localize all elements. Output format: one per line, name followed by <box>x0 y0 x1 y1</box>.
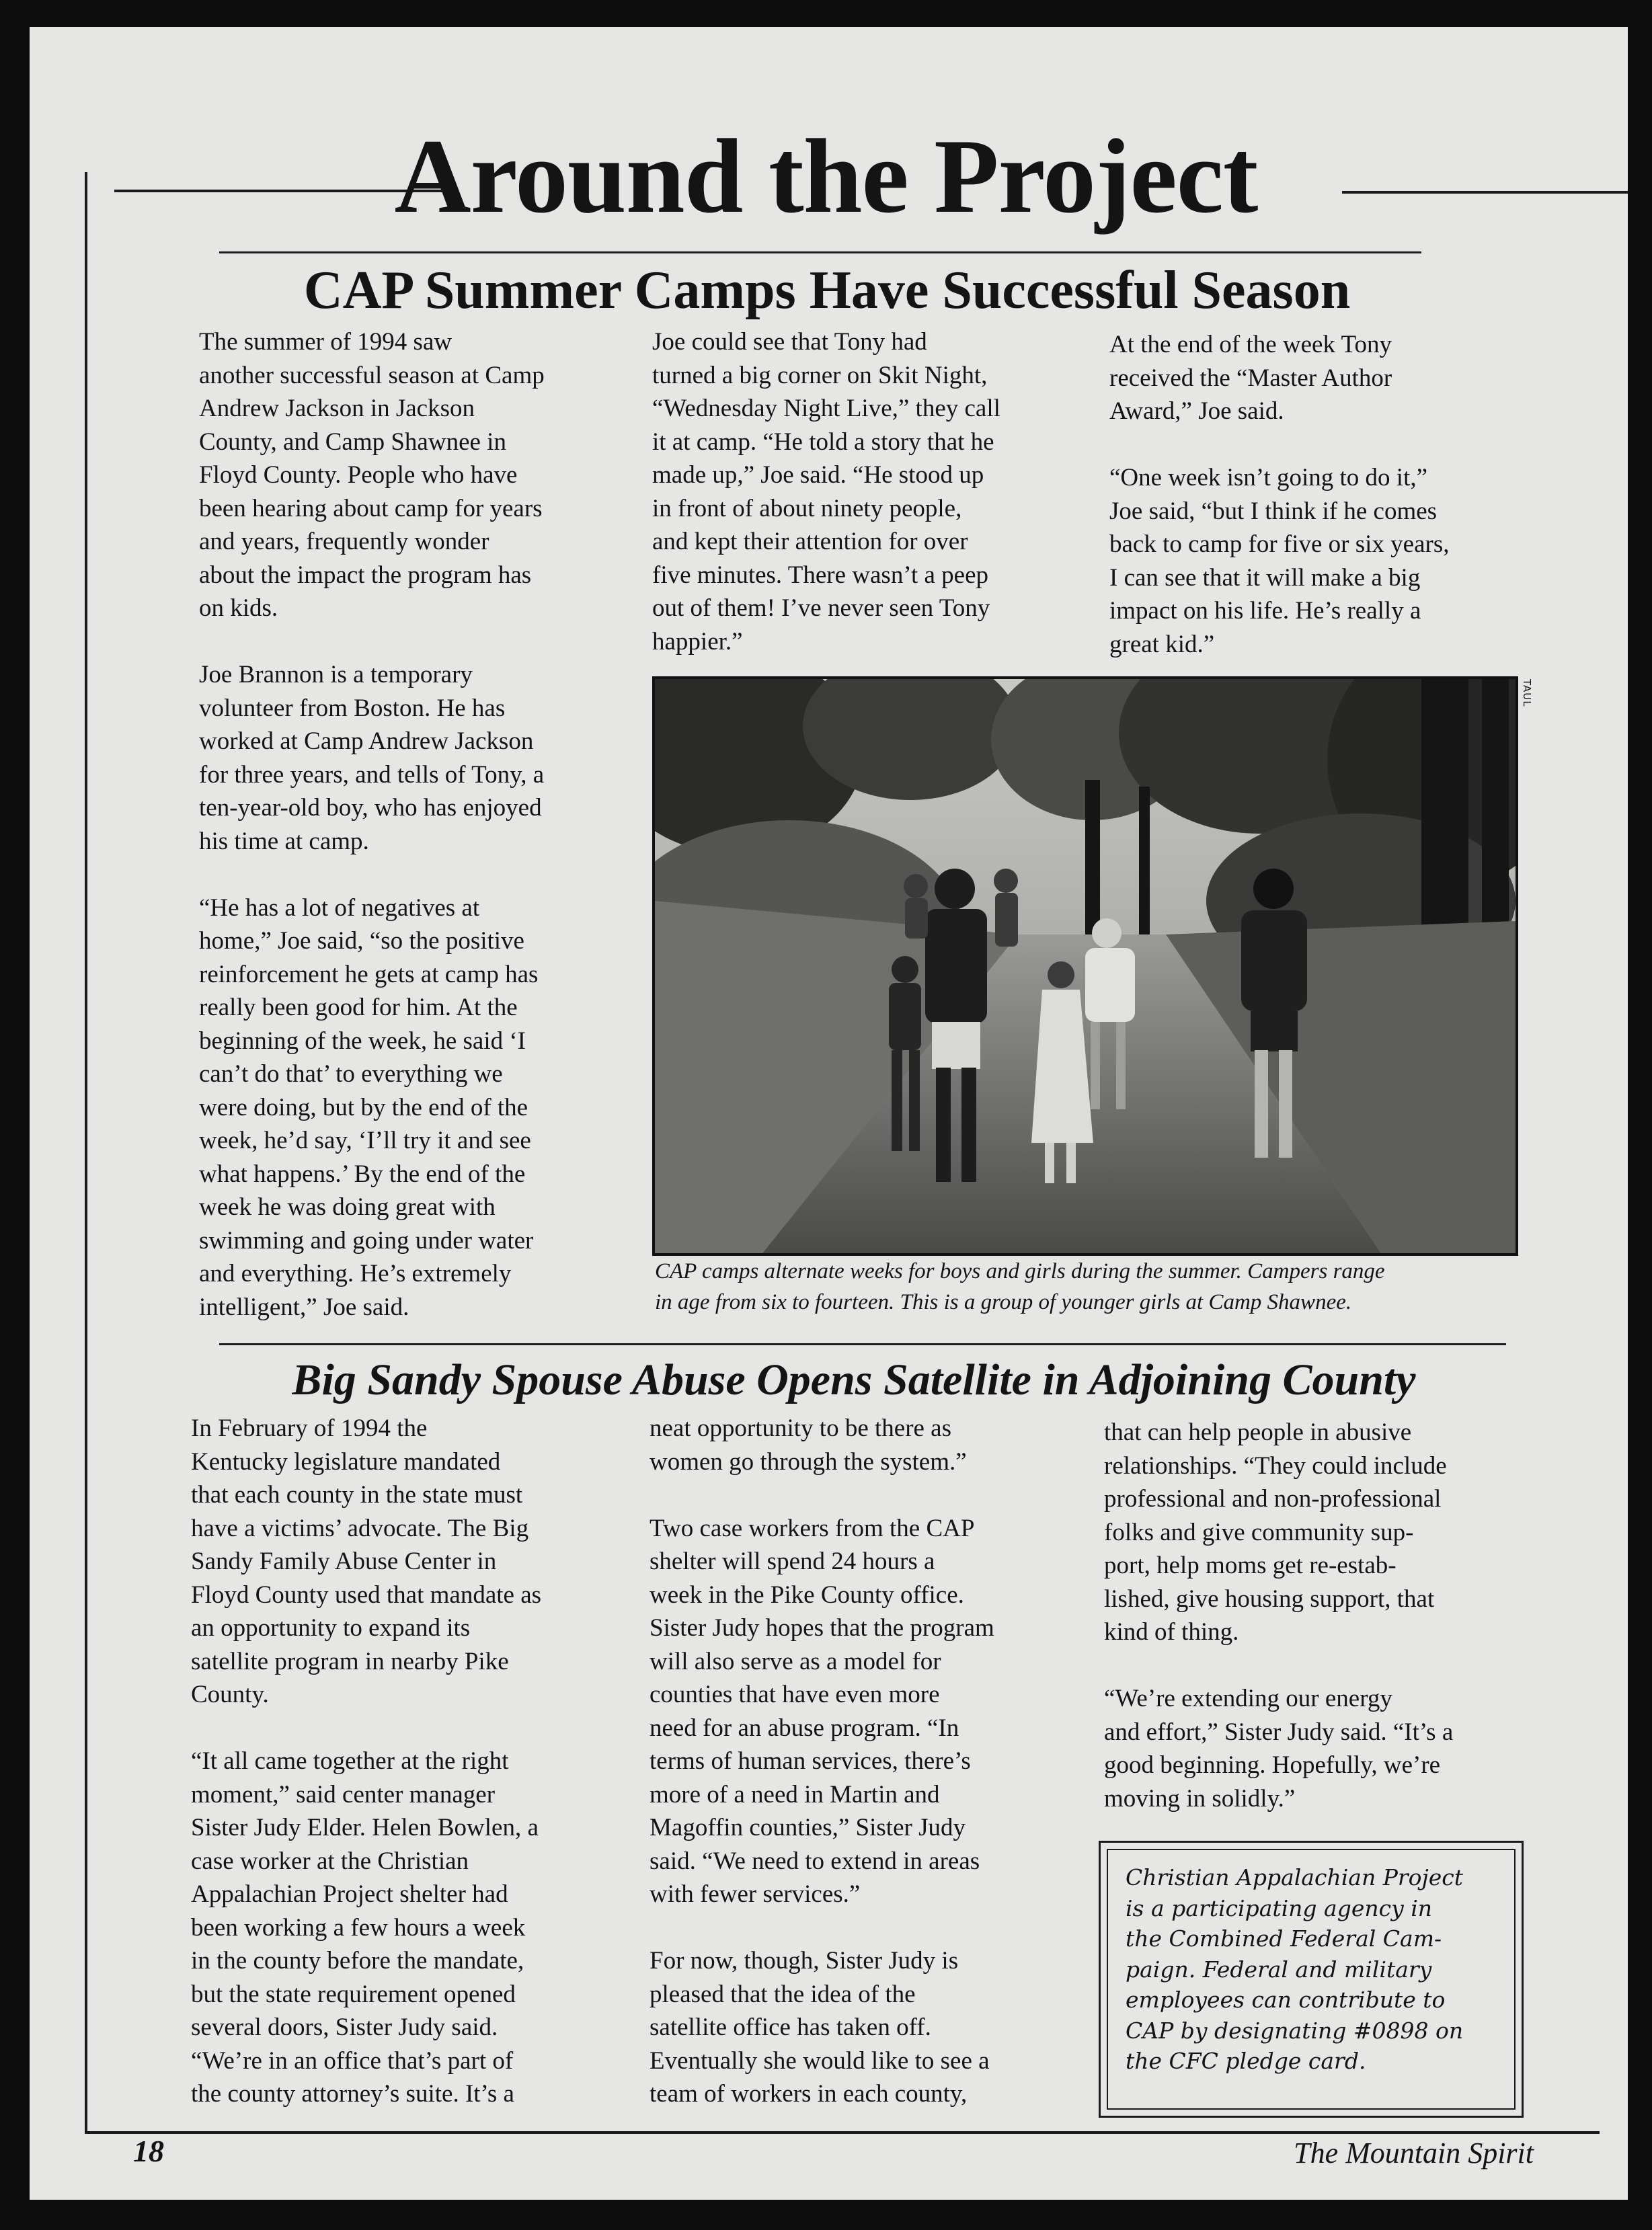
story2-headline: Big Sandy Spouse Abuse Opens Satellite in Adjoining County <box>292 1355 1416 1404</box>
story1-column-3: At the end of the week Tony received the “Master Author Award,” Joe said. “One week isn’t going to do it,” Joe said, “but I think if he comes back to camp for five or six years, I can see that it will make a big impact on his life. He’s really a great kid.” <box>1109 331 1450 658</box>
cfc-sidebar-text: Christian Appalachian Project is a participating agency in the Combined Federal Cam- paign. Federal and military employees can contribute to CAP by designating #0898 on the CFC pledge card. <box>1107 1849 1516 2110</box>
page-title: Around the Project <box>394 118 1258 235</box>
story1-headline: CAP Summer Camps Have Successful Season <box>303 261 1351 320</box>
page-number: 18 <box>133 2134 164 2168</box>
story2-rule <box>219 1343 1506 1345</box>
story1-column-1: The summer of 1994 saw another successful season at Camp Andrew Jackson in Jackson County, and Camp Shawnee in Floyd County. People who have been hearing about camp for years and years, frequently wonder about the impact the program has on kids. Joe Brannon is a temporary volunteer from Boston. He has worked at Camp Andrew Jackson for three years, and tells of Tony, a ten-year-old boy, who has enjoyed his time at camp. “He has a lot of negatives at home,” Joe said, “so the positive reinforcement he gets at camp has really been good for him. At the beginning of the week, he said ‘I can’t do that’ to everything we were doing, but by the end of the week, he’d say, ‘I’ll try it and see what happens.’ By the end of the week he was doing great with swimming and going under water and everything. He’s extremely intelligent,” Joe said. <box>199 328 545 1321</box>
story1-column-2: Joe could see that Tony had turned a big corner on Skit Night, “Wednesday Night Live,” they call it at camp. “He told a story that he made up,” Joe said. “He stood up in front of about ninety people, and kept their attention for over five minutes. There wasn’t a peep out of them! I’ve never seen Tony happier.” <box>652 328 1000 655</box>
publication-name: The Mountain Spirit <box>1294 2137 1534 2169</box>
story2-column-2: neat opportunity to be there as women go through the system.” Two case workers from the CAP shelter will spend 24 hours a week in the Pike County office. Sister Judy hopes that the program will also serve as a model for counties that have even more need for an abuse program. “In terms of human services, there’s more of a need in Martin and Magoffin counties,” Sister Judy said. “We need to extend in areas with fewer services.” For now, though, Sister Judy is pleased that the idea of the satellite office has taken off. Eventually she would like to see a team of workers in each county, <box>650 1415 994 2108</box>
story2-column-1: In February of 1994 the Kentucky legislature mandated that each county in the state must have a victims’ advocate. The Big Sandy Family Abuse Center in Floyd County used that mandate as an opportunity to expand its satellite program in nearby Pike County. “It all came together at the right moment,” said center manager Sister Judy Elder. Helen Bowlen, a case worker at the Christian Appalachian Project shelter had been working a few hours a week in the county before the mandate, but the state requirement opened several doors, Sister Judy said. “We’re in an office that’s part of the county attorney’s suite. It’s a <box>191 1415 542 2108</box>
photo-credit: TAUL <box>1521 679 1533 707</box>
camp-photo-illustration <box>655 679 1516 1253</box>
cfc-sidebar-box <box>1099 1841 1524 2118</box>
photo-caption: CAP camps alternate weeks for boys and girls during the summer. Campers range in age from six to fourteen. This is a group of younger girls at Camp Shawnee. <box>655 1259 1385 1314</box>
camp-photo <box>652 676 1518 1256</box>
story1-rule <box>219 251 1421 253</box>
story2-column-3: that can help people in abusive relationships. “They could include professional and non-professional folks and give community sup- port, help moms get re-estab- lished, give housing support, that kind of thing. “We’re extending our energy and effort,” Sister Judy said. “It’s a good beginning. Hopefully, we’re moving in solidly.” <box>1104 1419 1454 1813</box>
